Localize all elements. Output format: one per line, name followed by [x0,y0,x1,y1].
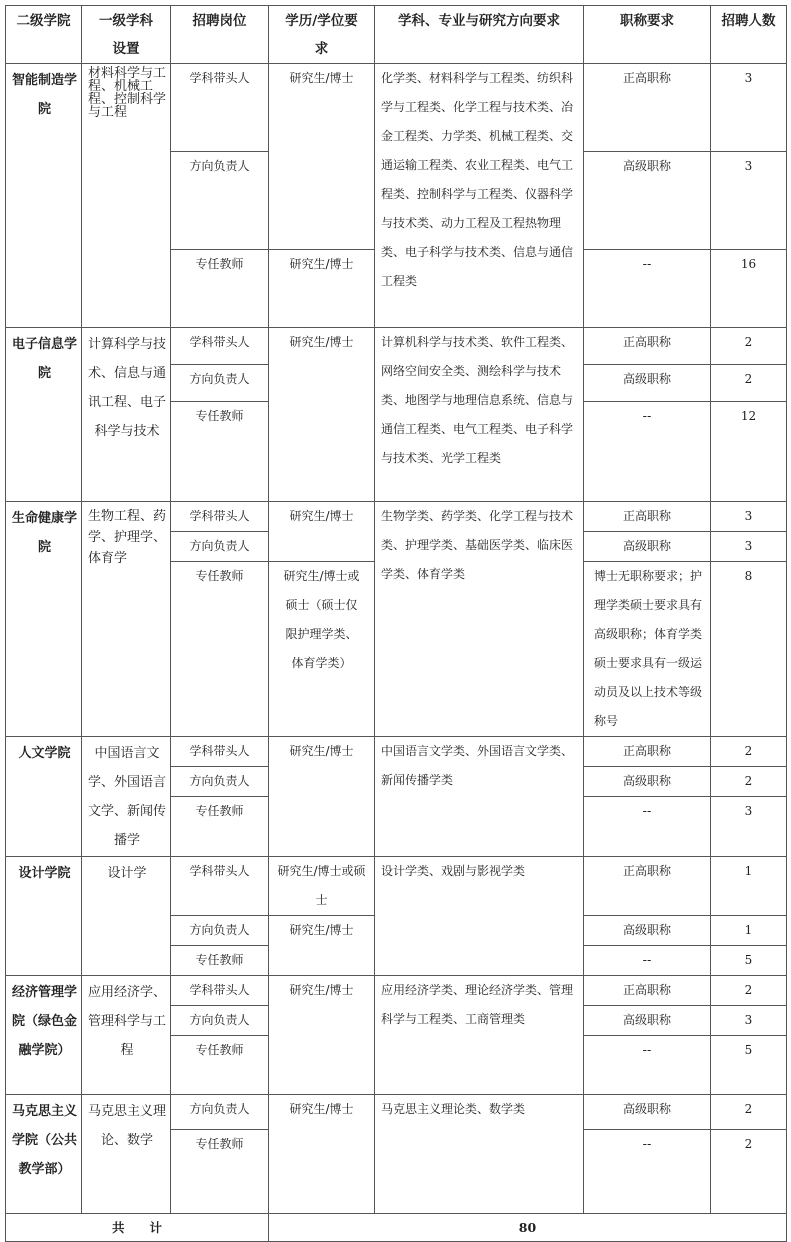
table-row [6,64,787,152]
discipline-cell: 设计学 [82,857,171,976]
count-cell: 2 [711,737,787,767]
major-cell: 设计学类、戏剧与影视学类 [375,857,584,976]
discipline-cell: 生物工程、药学、护理学、体育学 [82,502,171,737]
header-title: 职称要求 [584,6,711,64]
count-cell: 3 [711,797,787,857]
title-cell: 正高职称 [584,976,711,1006]
post-cell: 学科带头人 [171,328,269,365]
degree-cell: 研究生/博士 [269,64,375,250]
title-cell: 高级职称 [584,1095,711,1130]
major-cell: 化学类、材料科学与工程类、纺织科学与工程类、化学工程与技术类、冶金工程类、力学类、机械工程类、交通运输工程类、农业工程类、电气工程类、控制科学与工程类、仪器科学与技术类、动力工程及工程热物理类、电子科学与技术类、信息与通信工程类 [375,64,584,328]
post-cell: 专任教师 [171,250,269,328]
title-cell: 正高职称 [584,502,711,532]
count-cell: 1 [711,916,787,946]
degree-cell: 研究生/博士 [269,916,375,976]
table-row [6,976,787,1006]
discipline-cell: 计算科学与技术、信息与通讯工程、电子科学与技术 [82,328,171,502]
post-cell: 专任教师 [171,1130,269,1214]
post-cell: 专任教师 [171,562,269,737]
title-cell: 高级职称 [584,1006,711,1036]
major-cell: 计算机科学与技术类、软件工程类、网络空间安全类、测绘科学与技术类、地图学与地理信息系统、信息与通信工程类、电气工程类、电子科学与技术类、光学工程类 [375,328,584,502]
count-cell: 12 [711,402,787,502]
header-major: 学科、专业与研究方向要求 [375,6,584,64]
title-cell: 正高职称 [584,737,711,767]
title-cell: 高级职称 [584,532,711,562]
college-name: 经济管理学院（绿色金融学院） [6,976,82,1095]
post-cell: 专任教师 [171,1036,269,1095]
recruitment-table [5,5,787,1242]
post-cell: 学科带头人 [171,976,269,1006]
count-cell: 2 [711,976,787,1006]
table-row [6,857,787,916]
major-cell: 马克思主义理论类、数学类 [375,1095,584,1214]
header-row [6,6,787,64]
total-value: 80 [269,1214,787,1242]
header-discipline: 一级学科设置 [82,6,171,64]
count-cell: 3 [711,532,787,562]
degree-cell: 研究生/博士 [269,976,375,1095]
degree-cell: 研究生/博士 [269,250,375,328]
title-cell: 高级职称 [584,916,711,946]
count-cell: 5 [711,946,787,976]
post-cell: 专任教师 [171,402,269,502]
header-post: 招聘岗位 [171,6,269,64]
count-cell: 3 [711,152,787,250]
degree-cell: 研究生/博士或硕士 [269,857,375,916]
count-cell: 16 [711,250,787,328]
title-cell: 正高职称 [584,857,711,916]
title-cell: 正高职称 [584,328,711,365]
post-cell: 学科带头人 [171,857,269,916]
title-cell: 高级职称 [584,152,711,250]
post-cell: 学科带头人 [171,502,269,532]
discipline-cell: 应用经济学、管理科学与工程 [82,976,171,1095]
count-cell: 2 [711,767,787,797]
header-college: 二级学院 [6,6,82,64]
discipline-cell: 马克思主义理论、数学 [82,1095,171,1214]
count-cell: 3 [711,64,787,152]
college-name: 生命健康学院 [6,502,82,737]
post-cell: 学科带头人 [171,64,269,152]
college-name: 电子信息学院 [6,328,82,502]
title-cell: -- [584,946,711,976]
header-degree: 学历/学位要求 [269,6,375,64]
count-cell: 8 [711,562,787,737]
degree-cell: 研究生/博士或硕士（硕士仅限护理学类、体育学类） [269,562,375,737]
title-cell: -- [584,797,711,857]
count-cell: 2 [711,365,787,402]
count-cell: 5 [711,1036,787,1095]
post-cell: 方向负责人 [171,365,269,402]
total-label: 共 计 [6,1214,269,1242]
college-name: 设计学院 [6,857,82,976]
major-cell: 应用经济学类、理论经济学类、管理科学与工程类、工商管理类 [375,976,584,1095]
table-row [6,502,787,532]
major-cell: 生物学类、药学类、化学工程与技术类、护理学类、基础医学类、临床医学类、体育学类 [375,502,584,737]
title-cell: -- [584,250,711,328]
college-name: 智能制造学院 [6,64,82,328]
post-cell: 专任教师 [171,797,269,857]
degree-cell: 研究生/博士 [269,1095,375,1214]
count-cell: 2 [711,328,787,365]
count-cell: 3 [711,502,787,532]
degree-cell: 研究生/博士 [269,737,375,857]
post-cell: 方向负责人 [171,532,269,562]
degree-cell: 研究生/博士 [269,328,375,502]
title-cell: -- [584,1130,711,1214]
title-cell: -- [584,1036,711,1095]
discipline-cell: 中国语言文学、外国语言文学、新闻传播学 [82,737,171,857]
post-cell: 方向负责人 [171,1095,269,1130]
header-count: 招聘人数 [711,6,787,64]
title-cell: 高级职称 [584,767,711,797]
post-cell: 方向负责人 [171,916,269,946]
title-cell: 正高职称 [584,64,711,152]
post-cell: 学科带头人 [171,737,269,767]
table-row [6,1095,787,1130]
post-cell: 方向负责人 [171,152,269,250]
count-cell: 1 [711,857,787,916]
major-cell: 中国语言文学类、外国语言文学类、新闻传播学类 [375,737,584,857]
post-cell: 专任教师 [171,946,269,976]
count-cell: 3 [711,1006,787,1036]
title-cell: 博士无职称要求；护理学类硕士要求具有高级职称；体育学类硕士要求具有一级运动员及以上技术等级称号 [584,562,711,737]
degree-cell: 研究生/博士 [269,502,375,562]
college-name: 人文学院 [6,737,82,857]
count-cell: 2 [711,1130,787,1214]
table-row [6,328,787,365]
post-cell: 方向负责人 [171,767,269,797]
college-name: 马克思主义学院（公共教学部） [6,1095,82,1214]
post-cell: 方向负责人 [171,1006,269,1036]
total-row [6,1214,787,1242]
title-cell: 高级职称 [584,365,711,402]
count-cell: 2 [711,1095,787,1130]
table-row [6,737,787,767]
title-cell: -- [584,402,711,502]
discipline-cell: 材料科学与工程、机械工程、控制科学与工程 [82,64,171,328]
